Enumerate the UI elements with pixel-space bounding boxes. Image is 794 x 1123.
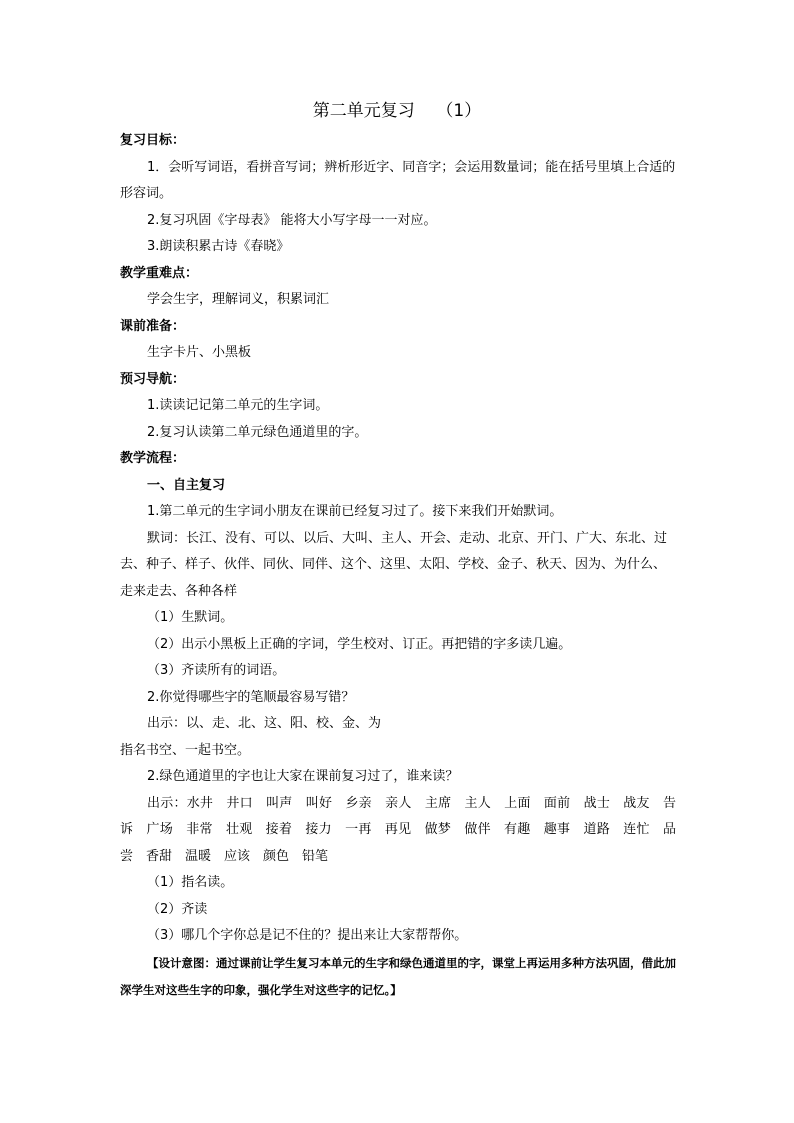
sub-step-2: （2）出示小黑板上正确的字词，学生校对、订正。再把错的字多读几遍。 [147, 636, 572, 652]
air-writing: 指名书空、一起书空。 [120, 742, 251, 758]
design-intent: 【设计意图：通过课前让学生复习本单元的生字和绿色通道里的字，课堂上再运用多种方法巩固，借此加深学生对这些生字的印象，强化学生对这些字的记忆。】 [120, 955, 676, 997]
reading-step-1: （1）指名读。 [147, 875, 234, 890]
green-channel-words: 出示：水井 井口 叫声 叫好 乡亲 亲人 主席 主人 上面 面前 战士 战友 告诉 广场 非常 壮观 接着 接力 一再 再见 做梦 做伴 有趣 趣事 道路 连忙 品尝 香甜 温暖 应该 颜色 铅笔 [120, 795, 676, 864]
goal-2: 2.复习巩固《字母表》 能将大小写字母一一对应。 [147, 212, 437, 228]
reading-step-3: （3）哪几个字你总是记不住的？提出来让大家帮帮你。 [147, 928, 468, 943]
reading-step-2: （2）齐读 [147, 901, 208, 917]
sub-step-3: （3）齐读所有的词语。 [147, 663, 286, 678]
dictation-words: 默词：长江、没有、可以、以后、大叫、主人、开会、走动、北京、开门、广大、东北、过去、种子、样子、伙伴、同伙、同伴、这个、这里、太阳、学校、金子、秋天、因为、为什么、走来走去、各种各样 [120, 530, 668, 599]
step-2: 2.你觉得哪些字的笔顺最容易写错？ [147, 689, 355, 705]
document-title: 第二单元复习 （1） [312, 101, 482, 121]
goal-1: 1．会听写词语，看拼音写词；辨析形近字、同音字；会运用数量词；能在括号里填上合适的形容词。 [120, 159, 676, 201]
document-body [120, 128, 676, 1004]
sub-step-1: （1）生默词。 [147, 610, 234, 625]
preparation-heading: 课前准备： [120, 318, 186, 334]
flow-heading: 教学流程： [120, 451, 186, 466]
goal-3: 3.朗读积累古诗《春晓》 [147, 239, 290, 254]
key-points-text: 学会生字，理解词义，积累词汇 [147, 292, 330, 307]
preparation-text: 生字卡片、小黑板 [147, 345, 252, 360]
show-characters: 出示：以、走、北、这、阳、校、金、为 [147, 716, 382, 731]
key-points-heading: 教学重难点： [120, 265, 199, 281]
preview-item-2: 2.复习认读第二单元绿色通道里的字。 [147, 424, 368, 440]
step-3: 2.绿色通道里的字也让大家在课前复习过了，谁来读？ [147, 769, 459, 784]
step-1: 1.第二单元的生字词小朋友在课前已经复习过了。接下来我们开始默词。 [147, 504, 563, 519]
part-1-heading: 一、自主复习 [147, 477, 226, 493]
preview-heading: 预习导航： [120, 371, 186, 387]
goals-heading: 复习目标： [120, 133, 186, 148]
preview-item-1: 1.读读记记第二单元的生字词。 [147, 398, 329, 413]
